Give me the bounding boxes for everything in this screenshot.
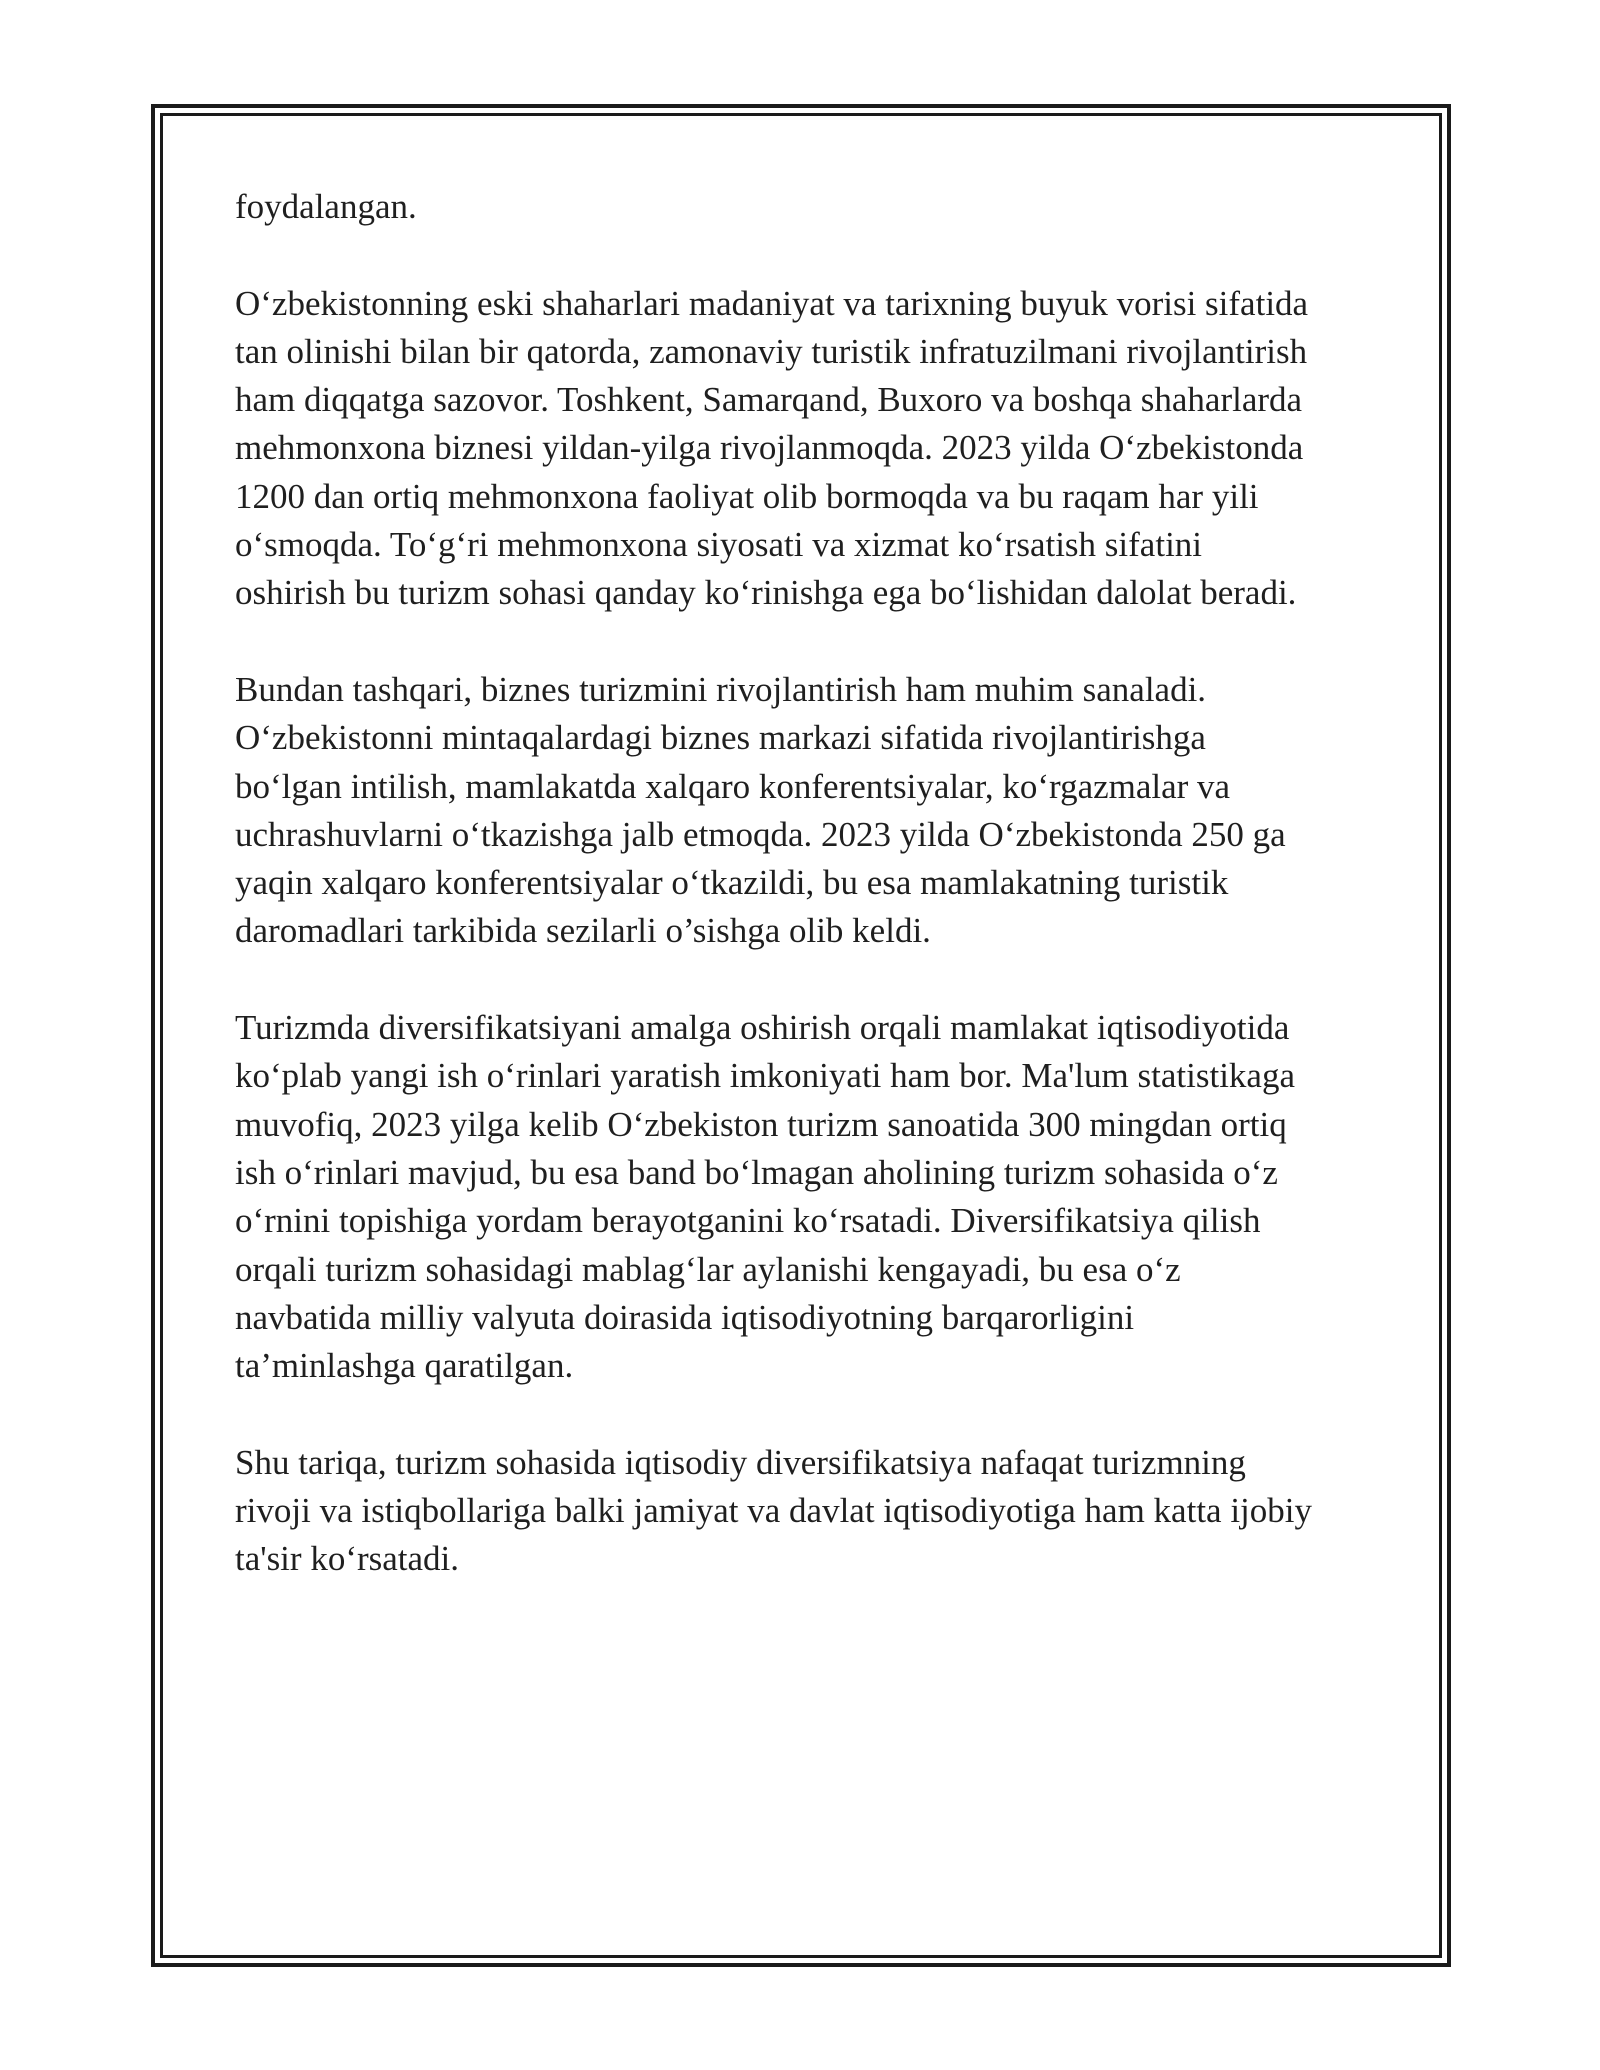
text-line: foydalangan. — [235, 187, 417, 226]
text-line: Shu tariqa, turizm sohasida iqtisodiy diversifikatsiya nafaqat turizmning — [235, 1442, 1246, 1482]
text-line: bo‘lgan intilish, mamlakatda xalqaro konferentsiyalar, ko‘rgazmalar va — [235, 766, 1231, 806]
text-line: Turizmda diversifikatsiyani amalga oshirish orqali mamlakat iqtisodiyotida — [235, 1008, 1290, 1048]
text-line: uchrashuvlarni o‘tkazishga jalb etmoqda. 2023 yilda O‘zbekistonda 250 ga — [235, 814, 1286, 854]
paragraph-2 — [235, 280, 1375, 618]
text-line: daromadlari tarkibida sezilarli o’sishga olib keldi. — [235, 911, 931, 951]
text-line: ham diqqatga sazovor. Toshkent, Samarqand, Buxoro va boshqa shaharlarda — [235, 380, 1303, 420]
text-line: rivoji va istiqbollariga balki jamiyat va davlat iqtisodiyotiga ham katta ijobiy — [235, 1491, 1313, 1531]
text-line: Bundan tashqari, biznes turizmini rivojlantirish ham muhim sanaladi. — [235, 669, 1207, 709]
text-line: ko‘plab yangi ish o‘rinlari yaratish imkoniyati ham bor. Ma'lum statistikaga — [235, 1056, 1295, 1096]
text-line: orqali turizm sohasidagi mablag‘lar aylanishi kengayadi, bu esa o‘z — [235, 1249, 1181, 1289]
text-line: mehmonxona biznesi yildan-yilga rivojlanmoqda. 2023 yilda O‘zbekistonda — [235, 428, 1304, 468]
text-line: navbatida milliy valyuta doirasida iqtisodiyotning barqarorligini — [235, 1297, 1135, 1337]
text-line: ta’minlashga qaratilgan. — [235, 1346, 574, 1386]
paragraph-4 — [235, 1004, 1375, 1390]
text-line: yaqin xalqaro konferentsiyalar o‘tkazildi, bu esa mamlakatning turistik — [235, 863, 1229, 903]
paragraph-3 — [235, 666, 1375, 956]
text-line: ta'sir ko‘rsatadi. — [235, 1539, 460, 1579]
paragraph-1 — [235, 183, 1375, 231]
paragraph-5 — [235, 1439, 1375, 1584]
text-line: oshirish bu turizm sohasi qanday ko‘rinishga ega bo‘lishidan dalolat beradi. — [235, 573, 1297, 613]
text-line: O‘zbekistonning eski shaharlari madaniyat va tarixning buyuk vorisi sifatida — [235, 283, 1309, 323]
text-line: 1200 dan ortiq mehmonxona faoliyat olib bormoqda va bu raqam har yili — [235, 476, 1259, 516]
text-line: muvofiq, 2023 yilga kelib O‘zbekiston turizm sanoatida 300 mingdan ortiq — [235, 1104, 1287, 1144]
text-line: tan olinishi bilan bir qatorda, zamonaviy turistik infratuzilmani rivojlantirish — [235, 331, 1308, 371]
document-body — [235, 183, 1375, 1632]
text-line: O‘zbekistonni mintaqalardagi biznes markazi sifatida rivojlantirishga — [235, 718, 1206, 758]
text-line: o‘rnini topishiga yordam berayotganini ko‘rsatadi. Diversifikatsiya qilish — [235, 1201, 1261, 1241]
text-line: ish o‘rinlari mavjud, bu esa band bo‘lmagan aholining turizm sohasida o‘z — [235, 1152, 1278, 1192]
text-line: o‘smoqda. To‘g‘ri mehmonxona siyosati va xizmat ko‘rsatish sifatini — [235, 525, 1203, 565]
